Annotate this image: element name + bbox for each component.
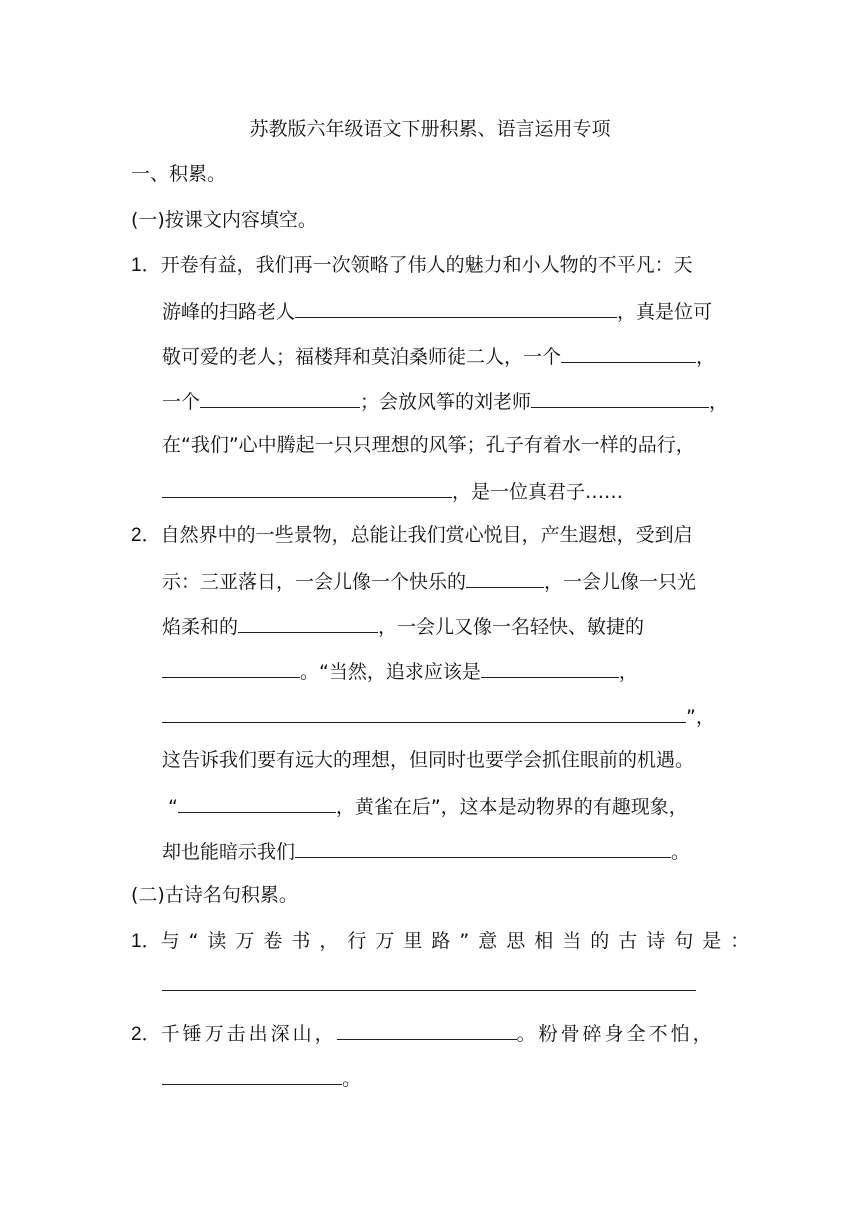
question-1-line-1	[131, 252, 693, 279]
answer-blank[interactable]	[238, 612, 378, 633]
question-2-line-2	[162, 567, 696, 595]
question-text: 自然界中的一些景物，总能让我们赏心悦目，产生遐想，受到启	[160, 524, 693, 546]
question-2-line-6: 这告诉我们要有远大的理想，但同时也要学会抓住眼前的机遇。	[162, 749, 695, 771]
answer-blank[interactable]	[561, 342, 696, 363]
question-text: 敬可爱的老人；福楼拜和莫泊桑师徒二人，一个	[162, 346, 562, 368]
question-1-line-5: 在“我们”心中腾起一只只理想的风筝；孔子有着水一样的品行，	[162, 434, 695, 456]
question-2-line-5	[162, 702, 715, 730]
part-heading-text-fill: (一)按课文内容填空。	[131, 209, 317, 231]
answer-blank[interactable]	[162, 1064, 342, 1085]
question-number: 2．	[131, 525, 161, 546]
question-1-line-3	[162, 342, 715, 370]
question-text: ，一会儿又像一名轻快、敏捷的	[378, 616, 645, 638]
answer-blank[interactable]	[162, 477, 452, 498]
answer-blank[interactable]	[200, 387, 360, 408]
poetry-question-2-line-2	[162, 1064, 361, 1092]
answer-blank[interactable]	[162, 970, 696, 991]
question-text: ，	[696, 346, 716, 368]
question-text: 焰柔和的	[162, 616, 239, 638]
question-2-line-7	[168, 792, 688, 820]
question-text: 一个	[162, 391, 201, 413]
question-1-line-6	[162, 477, 623, 505]
question-number: 1．	[131, 931, 161, 952]
question-number: 1．	[131, 255, 161, 276]
question-text: 示：三亚落日，一会儿像一个快乐的	[162, 571, 467, 593]
question-1-line-2	[162, 297, 712, 325]
question-text: 。	[671, 841, 691, 863]
question-text: 千锤万击出深山，	[160, 1023, 337, 1045]
question-text: 游峰的扫路老人	[162, 301, 296, 323]
question-text: ，是一位真君子……	[452, 481, 624, 503]
question-text: ，真是位可	[617, 301, 713, 323]
question-text: ，	[709, 391, 729, 413]
answer-blank[interactable]	[295, 837, 671, 858]
question-1-line-4	[162, 387, 728, 415]
question-text: 。“当然，追求应该是	[300, 661, 481, 683]
poetry-question-2-line-1	[131, 1019, 715, 1048]
question-2-line-3	[162, 612, 644, 640]
question-text: 。粉骨碎身全不怕，	[516, 1023, 715, 1045]
question-2-line-1	[131, 522, 693, 549]
question-2-line-8	[162, 837, 690, 865]
question-number: 2．	[131, 1024, 161, 1045]
answer-blank[interactable]	[466, 567, 544, 588]
question-text: 。	[342, 1068, 362, 1090]
question-text: ，黄雀在后”，这本是动物界的有趣现象，	[335, 796, 688, 818]
part-heading-poetry: (二)古诗名句积累。	[131, 884, 298, 906]
answer-blank[interactable]	[531, 387, 709, 408]
answer-blank[interactable]	[178, 792, 336, 813]
poetry-question-1-line-1	[131, 928, 758, 955]
question-text: ，一会儿像一只光	[544, 571, 697, 593]
question-text: ”，	[686, 706, 715, 728]
question-text: ，	[618, 661, 638, 683]
question-text: 却也能暗示我们	[162, 841, 296, 863]
question-2-line-4	[162, 657, 638, 685]
answer-blank[interactable]	[295, 297, 617, 318]
answer-blank[interactable]	[162, 657, 300, 678]
question-text: 与“读万卷书，行万里路”意思相当的古诗句是：	[160, 930, 759, 952]
answer-blank[interactable]	[337, 1019, 517, 1040]
question-text: 开卷有益，我们再一次领略了伟人的魅力和小人物的不平凡：天	[160, 254, 693, 276]
answer-blank[interactable]	[162, 702, 686, 723]
poetry-question-1-line-2	[162, 970, 696, 998]
question-text: ；会放风筝的刘老师	[360, 391, 532, 413]
page-title: 苏教版六年级语文下册积累、语言运用专项	[249, 118, 611, 140]
question-text: “	[168, 796, 178, 818]
section-heading-accumulation: 一、积累。	[131, 163, 227, 185]
answer-blank[interactable]	[481, 657, 619, 678]
